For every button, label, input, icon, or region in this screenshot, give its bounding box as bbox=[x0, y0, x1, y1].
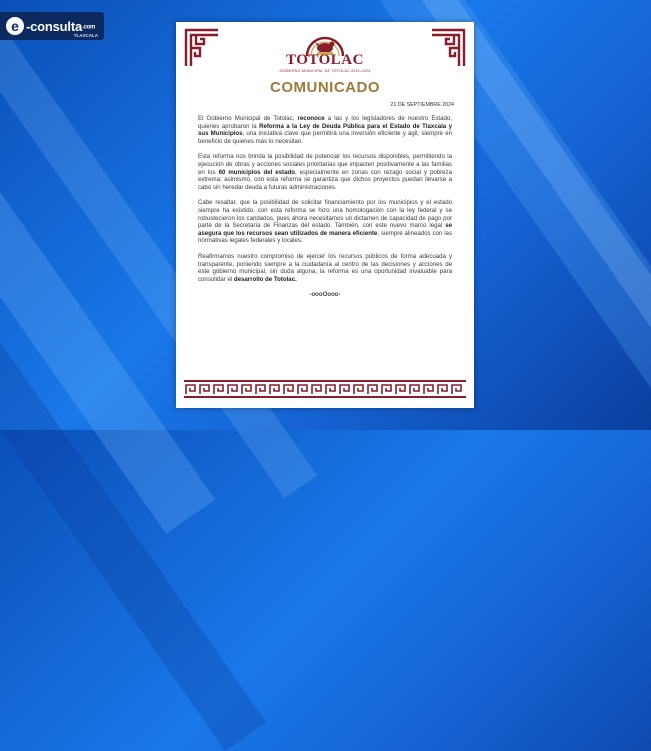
body-paragraph: El Gobierno Municipal de Totolac, reconoce a las y los legisladores de nuestro Estado, quienes aprobaron la Reforma a la Ley de Deuda Pública para el Estado de Tlaxcala y sus Municipios, una iniciativa clave que permitirá una inversión eficiente y ágil, siempre en beneficio de quienes más lo necesitan. bbox=[198, 115, 452, 145]
fret-motif bbox=[452, 385, 461, 394]
document-title: COMUNICADO bbox=[270, 79, 380, 96]
fret-motif bbox=[424, 385, 433, 394]
fret-motif bbox=[242, 385, 251, 394]
fret-motif bbox=[270, 385, 279, 394]
fret-motif bbox=[214, 385, 223, 394]
municipality-brand: TOTOLAC bbox=[286, 52, 364, 68]
fret-motif bbox=[340, 385, 349, 394]
fret-motif bbox=[326, 385, 335, 394]
fret-motif bbox=[354, 385, 363, 394]
logo-region: TLAXCALA bbox=[73, 33, 98, 38]
fret-motif bbox=[200, 385, 209, 394]
greek-fret-border-icon bbox=[184, 380, 466, 398]
press-release-document bbox=[176, 22, 474, 408]
document-date: 21 DE SEPTIEMBRE 2024 bbox=[390, 102, 454, 108]
logo-letter: e bbox=[6, 17, 24, 35]
fret-motif bbox=[312, 385, 321, 394]
fret-motif bbox=[298, 385, 307, 394]
body-paragraph: Esta reforma nos brinda la posibilidad de potenciar los recursos disponibles, permitiendo la ejecución de obras y acciones sociales prioritarias que impacten positivamente a las familias en los 60 municipios del estado, especialmente en zonas con rezago social y pobreza extrema; asimismo, con esta reforma se garantiza que dichos proyectos puedan llevarse a cabo sin heredar deuda a futuras administraciones. bbox=[198, 153, 452, 191]
fret-motif bbox=[284, 385, 293, 394]
fret-motif bbox=[368, 385, 377, 394]
document-signoff: -oooOooo- bbox=[309, 291, 341, 299]
fret-motif bbox=[410, 385, 419, 394]
fret-motif bbox=[438, 385, 447, 394]
body-paragraph: Cabe resaltar, que la posibilidad de solicitar financiamiento por los municipios y el estado siempre ha existido, con esta reforma se hizo una homologación con la ley federal y se robustecieron los candados, pues ahora necesitamos un dictamen de capacidad de pago por parte de la Secretaría de Finanzas del estado. También, con este nuevo marco legal se asegura que los recursos sean utilizados de manera eficiente, siempre alineados con las normativas legales federales y locales. bbox=[198, 199, 452, 245]
body-paragraph: Reafirmamos nuestro compromiso de ejercer los recursos públicos de forma adecuada y transparente, poniendo siempre a la ciudadanía al centro de las decisiones y acciones de este gobierno municipal, sin duda alguna, la reforma es una oportunidad invaluable para consolidar el desarrollo de Totolac. bbox=[198, 252, 452, 283]
fret-motif bbox=[256, 385, 265, 394]
logo-name: -consulta.com bbox=[26, 18, 96, 34]
fret-motif bbox=[228, 385, 237, 394]
document-body bbox=[198, 115, 452, 299]
site-logo[interactable] bbox=[0, 12, 104, 40]
fret-motif bbox=[396, 385, 405, 394]
fret-motif bbox=[186, 385, 195, 394]
municipality-tagline: GOBIERNO MUNICIPAL DE TOTOLAC 2021-2024 bbox=[279, 69, 371, 73]
fret-motif bbox=[382, 385, 391, 394]
